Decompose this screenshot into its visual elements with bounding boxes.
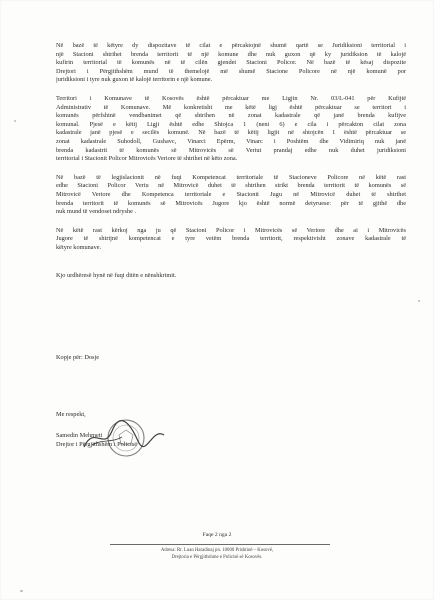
text-line: kufirin territorial të komunës në të cilën gjendet Stacioni Policor. Në bazë të kësaj dispozite	[56, 59, 406, 67]
text-line: territorial i Stacionit Policor Mitrovicës Veriore të shtrihet në këto zona.	[56, 155, 238, 163]
salutation: Me respekt,	[56, 411, 86, 418]
text-line: komunal. Pjesë e këtij Ligji është edhe Shtojca 1 (neni 6) e cila i përcakton cilat zona	[56, 120, 406, 128]
page-number: Faqe 2 nga 2	[202, 532, 232, 538]
text-line: komunës përfshinë vendbanimet që shtrihen në zonat kadastrale që janë brenda kufijve	[56, 112, 406, 120]
signature-stamp-icon	[82, 417, 166, 459]
text-line: një Stacioni shtrihet brenda territorit të një komune dhe nuk guxon që ky juridiksion të kalojë	[56, 50, 406, 58]
text-line: zonat kadastrale Suhodoll, Gushavc, Vinarci Epërm, Vinarc i Poshtëm dhe Vidimiriq nuk janë	[56, 137, 406, 145]
text-line: nuk mund të vendoset ndryshe .	[56, 208, 137, 216]
scan-speck	[418, 300, 420, 302]
signatory-name: Samedin Mehmeti	[56, 431, 103, 439]
footer-address	[0, 547, 434, 561]
text-line: këtyre komunave.	[56, 243, 102, 251]
copy-recipients: Kopje për: Dosje	[56, 354, 100, 361]
text-line: brenda territorit të komunës së Mitrovicës Jugore kjo është normë detyruese: për të gjithë dhe	[56, 199, 406, 207]
footer-divider	[110, 544, 330, 545]
text-line: kadastrale janë pjesë e secilës komunë. Në bazë të këtij ligjit në shtojcën 1 është përcaktuar se	[56, 129, 406, 137]
text-line: Në bazë të këtyre dy dispozitave të cilat e përcaktojnë shumë qartë se Juridiksioni territorial i	[56, 42, 406, 49]
scan-speck	[14, 120, 16, 122]
text-line: Jugore të shtrijnë kompetencat e tyre vetëm brenda territorit, respektivisht zonave kadastrale të	[56, 235, 406, 243]
text-line: Mitrovicë Veriore dhe Kompetenca territoriale e Stacionit Jugu në Mitrovicë duhet të shtrihet	[56, 190, 406, 198]
text-line: Administrativ të Komunave. Më konkretisht me këtë ligj është përcaktuar se territori i	[56, 103, 406, 111]
address-line: Adresa: Rr. Luan Haradinaj pn. 10000 Prishtinë – Kosovë,	[160, 548, 274, 553]
closing-line: Kjo urdhëresë hynë në fuqi ditën e nënshkrimit.	[56, 272, 177, 280]
paragraph-municipal-territory	[56, 95, 406, 164]
document-body	[56, 42, 406, 290]
text-line: edhe Stacioni Policor Veriu në Mitrovicë duhet të shtrihen strikt brenda territorit të komunës së	[56, 182, 406, 190]
address-line: Drejtoria e Përgjithshme e Policisë së Kosovës.	[171, 555, 263, 560]
text-line: Në bazë të legjislacionit në fuqi Kompetencat territoriale të Stacioneve Policore në këtë rast	[56, 173, 406, 181]
text-line: brenda kadastrit të komunës së Mitrovicës së Veriut prandaj edhe nuk duhet juridiksioni	[56, 146, 406, 154]
paragraph-jurisdiction	[56, 42, 406, 85]
scan-speck	[20, 590, 23, 592]
paragraph-station-competence	[56, 174, 406, 217]
text-line: Në këtë rast kërkoj nga ju që Stacioni Policor i Mitrovicës së Veriore dhe ai i Mitrovicës	[56, 226, 406, 234]
paragraph-request	[56, 227, 406, 253]
text-line: Drejtori i Përgjithshëm mund të themelojë më shumë Stacione Policore në një komunë por	[56, 67, 406, 75]
signatory-title: Drejtor i Përgjithshëm i Policisë	[56, 441, 138, 448]
text-line: Territori i Komunave të Kosovës është përcaktuar me Ligjin Nr. 03/L-041 për Kufijtë	[56, 94, 406, 102]
text-line: juridiksioni i tyre nuk guxon të kalojë territorin e një komune.	[56, 76, 213, 84]
